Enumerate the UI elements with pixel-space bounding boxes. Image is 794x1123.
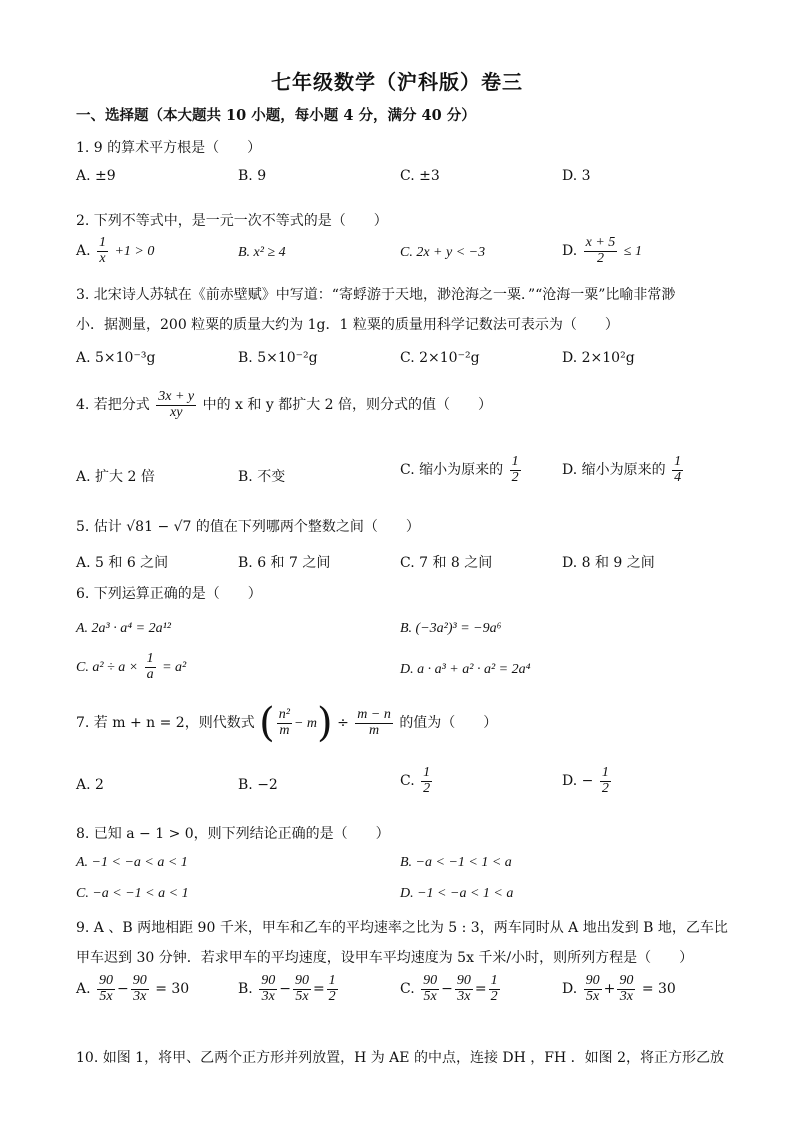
q7-stem-pre: 7. 若 m + n = 2，则代数式 [76,715,255,731]
denominator: m [279,722,290,738]
q9-option-d [562,974,676,1004]
question-3-line-2: 小．据测量，200 粒粟的质量大约为 1g．1 粒粟的质量用科学记数法可表示为（ ） [76,317,619,333]
numerator: 1 [511,454,519,469]
denominator: xy [169,404,183,420]
q5-option-d: D. 8 和 9 之间 [562,555,655,571]
q7-div: ÷ [337,715,349,731]
q4-c-fraction [510,455,521,485]
denominator: x [99,250,106,266]
q6-option-b: B. (−3a²)³ = −9a⁶ [400,621,502,636]
q9-a-rest: = 30 [155,981,190,998]
q7-option-c [400,766,434,796]
denominator: a [146,666,154,682]
fraction [131,974,149,1004]
q4-stem-pre: 4. 若把分式 [76,397,150,414]
q1-option-a: A. ±9 [76,168,116,184]
q2-option-a [76,236,154,266]
q1-option-c: C. ±3 [400,168,440,184]
question-2-stem: 2. 下列不等式中，是一元一次不等式的是（ ） [76,213,388,229]
fraction [97,974,115,1004]
q9-a-label: A. [76,981,91,998]
denominator: 2 [601,780,609,796]
fraction [617,974,635,1004]
question-9-line-1: 9. A 、B 两地相距 90 千米，甲车和乙车的平均速率之比为 5 : 3，两车同时从 A 地出发到 B 地，乙车比 [76,920,728,936]
q2-d-fraction [584,236,618,266]
question-6-stem: 6. 下列运算正确的是（ ） [76,586,262,602]
numerator: 1 [490,973,498,988]
denominator: 5x [423,988,437,1004]
q3-option-d: D. 2×10²g [562,350,635,366]
q6-option-a: A. 2a³ · a⁴ = 2a¹² [76,621,171,636]
operator: − [279,981,291,998]
question-5-stem: 5. 估计 √81 − √7 的值在下列哪两个整数之间（ ） [76,519,420,535]
q2-a-label: A. [76,243,91,260]
denominator: 5x [99,988,113,1004]
question-10-line-1: 10. 如图 1，将甲、乙两个正方形并列放置，H 为 AE 的中点，连接 DH ，FH ．如图 2，将正方形乙放 [76,1050,725,1066]
q7-c-label: C. [400,773,415,790]
q7-stem-post: 的值为（ ） [399,715,498,731]
section-heading: 一、选择题（本大题共 10 小题，每小题 4 分，满分 40 分） [76,107,476,124]
numerator: 1 [601,765,609,780]
q7-option-d [562,766,613,796]
numerator: 1 [146,651,154,666]
q2-a-fraction [97,236,108,266]
q7-option-b: B. −2 [238,777,278,793]
denominator: 3x [133,988,147,1004]
numerator: 90 [261,973,276,988]
q1-option-b: B. 9 [238,168,267,184]
q9-d-label: D. [562,981,578,998]
denominator: 2 [596,250,604,266]
q9-option-c [400,974,502,1004]
left-paren: ( [259,700,275,746]
numerator: 1 [328,973,336,988]
q4-option-b: B. 不变 [238,469,286,485]
denominator: 3x [261,988,275,1004]
denominator: 2 [511,469,519,485]
numerator: 90 [585,973,600,988]
q9-b-label: B. [238,981,253,998]
question-1-stem: 1. 9 的算术平方根是（ ） [76,140,262,156]
right-paren: ) [317,700,333,746]
numerator: 90 [294,973,309,988]
q2-option-b: B. x² ≥ 4 [238,245,286,260]
q2-a-rest: +1 > 0 [114,244,155,260]
q6-option-d: D. a · a³ + a² · a² = 2a⁴ [400,662,531,677]
fraction [421,974,439,1004]
q7-option-a: A. 2 [76,777,104,793]
q7-c-fraction [421,766,432,796]
q4-option-d [562,455,685,485]
q3-option-b: B. 5×10⁻²g [238,350,318,366]
q4-d-fraction [672,455,683,485]
fraction [327,974,338,1004]
operator: − [441,981,453,998]
q1-option-d: D. 3 [562,168,591,184]
q8-option-a: A. −1 < −a < a < 1 [76,855,188,870]
numerator: 90 [456,973,471,988]
numerator: 90 [132,973,147,988]
q5-option-c: C. 7 和 8 之间 [400,555,493,571]
operator: + [603,981,616,998]
numerator: 1 [674,454,682,469]
question-7-stem [76,700,497,746]
q6-c-pre: C. a² ÷ a × [76,660,139,676]
q7-d-label: D. − [562,773,594,790]
denominator: 5x [295,988,309,1004]
q5-option-b: B. 6 和 7 之间 [238,555,331,571]
q6-c-fraction [145,652,156,682]
q9-c-label: C. [400,981,415,998]
q7-mid: − m [293,716,318,731]
q6-c-rest: = a² [162,660,187,676]
q2-d-rest: ≤ 1 [623,244,642,260]
denominator: 3x [619,988,633,1004]
numerator: x + 5 [585,235,616,250]
q4-option-c [400,455,523,485]
q4-c-label: C. 缩小为原来的 [400,462,504,479]
denominator: 2 [328,988,336,1004]
q4-stem-post: 中的 x 和 y 都扩大 2 倍，则分式的值（ ） [202,397,493,414]
denominator: m [369,722,380,738]
q7-d-fraction [600,766,611,796]
question-4-stem [76,390,492,420]
page-title: 七年级数学（沪科版）卷三 [271,70,523,94]
fraction [455,974,473,1004]
denominator: 2 [423,780,431,796]
q8-option-b: B. −a < −1 < 1 < a [400,855,512,870]
operator: − [117,981,129,998]
q2-option-d [562,236,642,266]
denominator: 5x [586,988,600,1004]
q8-option-c: C. −a < −1 < a < 1 [76,886,189,901]
question-3-line-1: 3. 北宋诗人苏轼在《前赤壁赋》中写道：“寄蜉游于天地，渺沧海之一粟．”“沧海一粟”比喻非常渺 [76,287,676,303]
q9-option-b [238,974,340,1004]
fraction [489,974,500,1004]
numerator: 90 [423,973,438,988]
q3-option-c: C. 2×10⁻²g [400,350,480,366]
numerator: 1 [423,765,431,780]
question-9-line-2: 甲车迟到 30 分钟．若求甲车的平均速度，设甲车平均速度为 5x 千米/小时，则所列方程是（ ） [76,950,694,966]
denominator: 2 [490,988,498,1004]
q3-option-a: A. 5×10⁻³g [76,350,156,366]
q7-fraction-2 [355,708,393,738]
numerator: n² [278,706,290,722]
fraction [293,974,311,1004]
q2-d-label: D. [562,243,578,260]
q8-option-d: D. −1 < −a < 1 < a [400,886,514,901]
q4-option-a: A. 扩大 2 倍 [76,469,155,485]
denominator: 4 [674,469,682,485]
fraction [584,974,602,1004]
q9-d-rest: = 30 [641,981,676,998]
numerator: 90 [619,973,634,988]
numerator: 3x + y [158,389,195,404]
q4-fraction [156,390,196,420]
question-8-stem: 8. 已知 a − 1 > 0，则下列结论正确的是（ ） [76,826,390,842]
fraction [259,974,277,1004]
q7-fraction-1 [277,708,292,738]
q9-option-a [76,974,189,1004]
q5-option-a: A. 5 和 6 之间 [76,555,169,571]
numerator: 1 [99,235,107,250]
equals: = [312,981,325,998]
equals: = [474,981,487,998]
q6-option-c [76,652,186,682]
q4-d-label: D. 缩小为原来的 [562,462,666,479]
numerator: m − n [357,706,391,722]
denominator: 3x [457,988,471,1004]
q2-option-c: C. 2x + y < −3 [400,245,486,260]
numerator: 90 [99,973,114,988]
